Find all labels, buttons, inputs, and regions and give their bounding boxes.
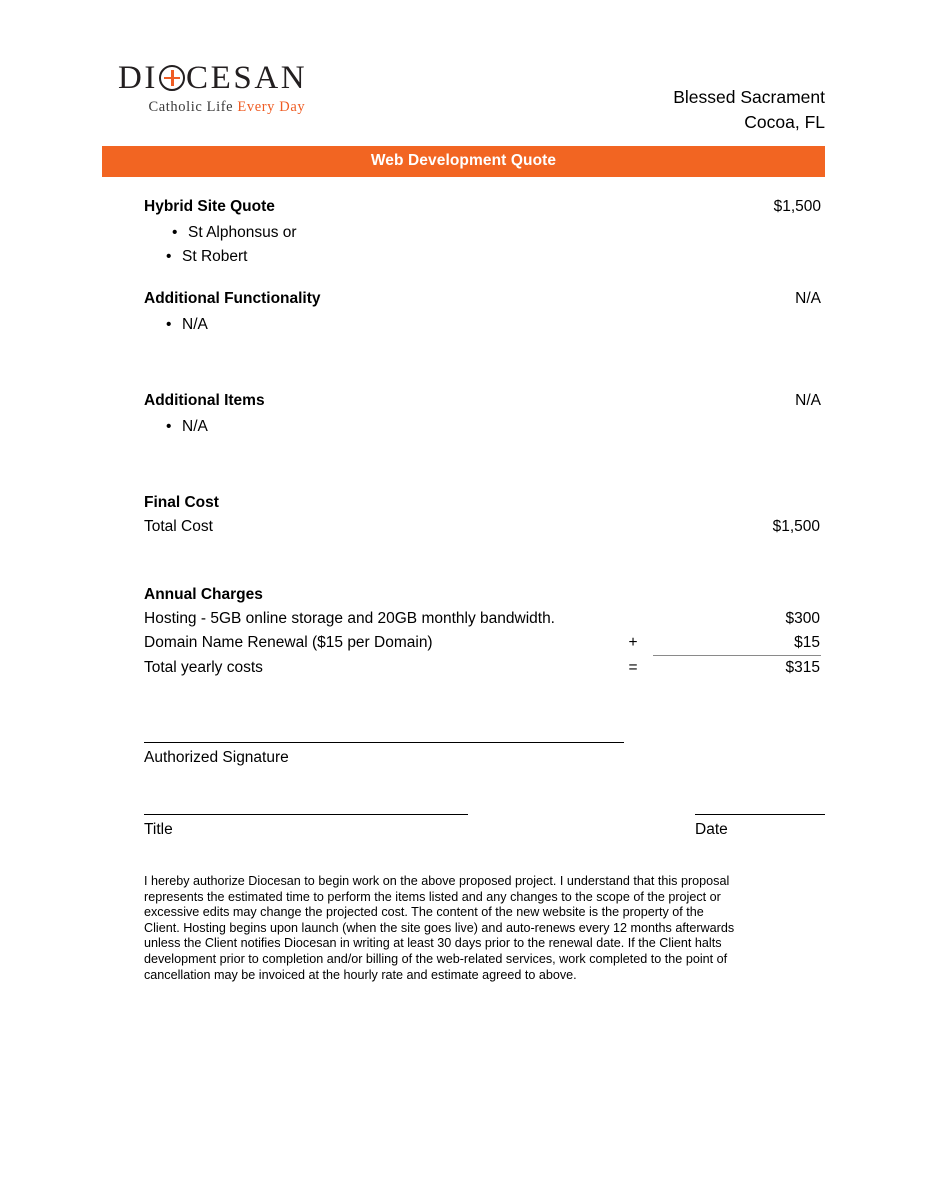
section-amount: $1,500 <box>773 198 821 215</box>
annual-charge-operator: = <box>628 659 638 676</box>
section-additional-functionality <box>102 287 825 337</box>
section-amount: N/A <box>795 290 821 307</box>
annual-charge-row-total <box>102 656 825 680</box>
legal-authorization-text: I hereby authorize Diocesan to begin work on the above proposed project. I understand that this proposal represents the estimated time to perform the items listed and any changes to the scope of the project or excessive edits may change the projected cost. The content of the new website is the property of the Client. Hosting begins upon launch (when the site goes live) and auto-renews every 12 months afterwards unless the Client notifies Diocesan in writing at least 30 days prior to the renewal date. If the Client halts development prior to completion and/or billing of the web-related services, work completed to the point of cancellation may be invoiced at the hourly rate and estimate agreed to above. <box>144 874 735 982</box>
section-hybrid-site-quote <box>102 195 825 269</box>
total-cost-label: Total Cost <box>144 518 213 535</box>
section-item-list <box>102 221 825 269</box>
logo-wordmark <box>118 60 307 96</box>
client-location: Cocoa, FL <box>744 112 825 132</box>
section-label: Additional Items <box>144 392 265 409</box>
total-cost-amount: $1,500 <box>772 518 820 535</box>
logo-tagline-accent: Every Day <box>237 99 306 115</box>
title-date-block <box>102 814 825 842</box>
annual-charges-heading-row <box>102 583 825 607</box>
client-organization: Blessed Sacrament <box>673 87 825 107</box>
title-label: Title <box>144 821 173 838</box>
section-header-row <box>102 195 825 219</box>
annual-charges-heading: Annual Charges <box>144 586 263 603</box>
document-title-bar: Web Development Quote <box>102 146 825 177</box>
document-header <box>102 60 825 138</box>
date-field-group <box>695 814 825 842</box>
annual-charge-amount: $315 <box>785 659 820 676</box>
annual-charge-row-domain <box>102 631 825 656</box>
authorized-signature-block <box>102 742 825 770</box>
section-label: Hybrid Site Quote <box>144 198 275 215</box>
section-item-list <box>102 415 825 439</box>
logo-text-first: DI <box>118 60 159 96</box>
diocesan-logo <box>102 60 307 116</box>
title-field-group <box>144 814 535 842</box>
section-final-cost <box>102 491 825 539</box>
annual-charge-desc: Total yearly costs <box>144 659 263 676</box>
section-amount: N/A <box>795 392 821 409</box>
final-cost-heading: Final Cost <box>144 494 219 511</box>
list-item: • N/A <box>166 415 825 439</box>
client-info <box>673 60 825 135</box>
section-item-list <box>102 313 825 337</box>
total-cost-row <box>102 515 825 539</box>
logo-text-second: CESAN <box>186 60 308 96</box>
logo-cross-icon <box>159 65 185 91</box>
logo-tagline-main: Catholic Life <box>148 99 238 115</box>
document-content <box>102 60 825 983</box>
final-cost-heading-row <box>102 491 825 515</box>
date-label: Date <box>695 821 728 838</box>
annual-charge-amount: $15 <box>653 631 821 656</box>
section-header-row <box>102 287 825 311</box>
annual-charge-operator: + <box>628 634 638 651</box>
annual-charge-desc: Hosting - 5GB online storage and 20GB monthly bandwidth. <box>144 610 555 627</box>
authorized-signature-label: Authorized Signature <box>144 749 289 766</box>
list-item: • St Robert <box>166 245 825 269</box>
section-additional-items <box>102 389 825 439</box>
logo-tagline <box>118 99 307 116</box>
annual-charge-row-hosting <box>102 607 825 631</box>
section-header-row <box>102 389 825 413</box>
annual-charge-amount: $300 <box>785 610 820 627</box>
list-item: • N/A <box>166 313 825 337</box>
section-label: Additional Functionality <box>144 290 321 307</box>
section-annual-charges <box>102 583 825 680</box>
list-item: • St Alphonsus or <box>166 221 825 245</box>
annual-charge-desc: Domain Name Renewal ($15 per Domain) <box>144 634 433 651</box>
